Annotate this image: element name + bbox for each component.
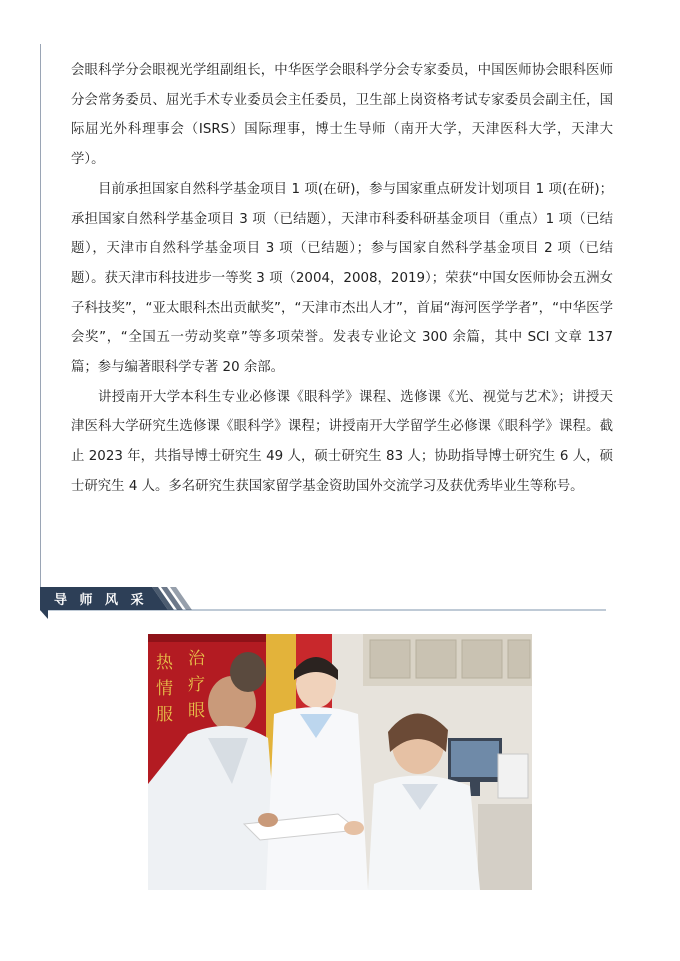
section-header-mentor-gallery (40, 587, 606, 623)
mentor-photo-illustration (148, 634, 532, 890)
mentor-photo (148, 634, 532, 890)
paragraph-research: 目前承担国家自然科学基金项目 1 项(在研)，参与国家重点研发计划项目 1 项(在研)；承担国家自然科学基金项目 3 项（已结题），天津市科委科研基金项目（重点）1 项（已结题），天津市自然科学基金项目 3 项（已结题）；参与国家自然科学基金项目 2 项（已结题）。获天津市科技进步一等奖 3 项（2004，2008，2019）；荣获“中国女医师协会五洲女子科技奖”，“亚太眼科杰出贡献奖”，“天津市杰出人才”，首届“海河医学学者”，“中华医学会奖”，“全国五一劳动奖章”等多项荣誉。发表专业论文 300 余篇，其中 SCI 文章 137 篇；参与编著眼科学专著 20 余部。 (71, 181, 613, 376)
banner-char: 眼 (188, 701, 205, 721)
paragraph-teaching: 讲授南开大学本科生专业必修课《眼科学》课程、选修课《光、视觉与艺术》；讲授天津医科大学研究生选修课《眼科学》课程；讲授南开大学留学生必修课《眼科学》课程。截止 2023 年，共指导博士研究生 49 人，硕士研究生 83 人；协助指导博士研究生 6 人，硕士研究生 4 人。多名研究生获国家留学基金资助国外交流学习及获优秀毕业生等称号。 (71, 389, 613, 494)
banner-char: 治 (188, 649, 205, 669)
left-margin-rule (40, 44, 41, 592)
banner-char: 情 (156, 679, 173, 699)
section-title: 导 师 风 采 (54, 593, 148, 608)
paragraph-credentials: 会眼科学分会眼视光学组副组长，中华医学会眼科学分会专家委员，中国医师协会眼科医师分会常务委员、屈光手术专业委员会主任委员，卫生部上岗资格考试专家委员会副主任，国际屈光外科理事会（ISRS）国际理事，博士生导师（南开大学，天津医科大学，天津大学）。 (71, 63, 613, 168)
banner-char: 疗 (188, 675, 205, 695)
banner-char: 服 (156, 705, 173, 725)
banner-char: 热 (156, 653, 173, 673)
article-body (71, 56, 613, 502)
